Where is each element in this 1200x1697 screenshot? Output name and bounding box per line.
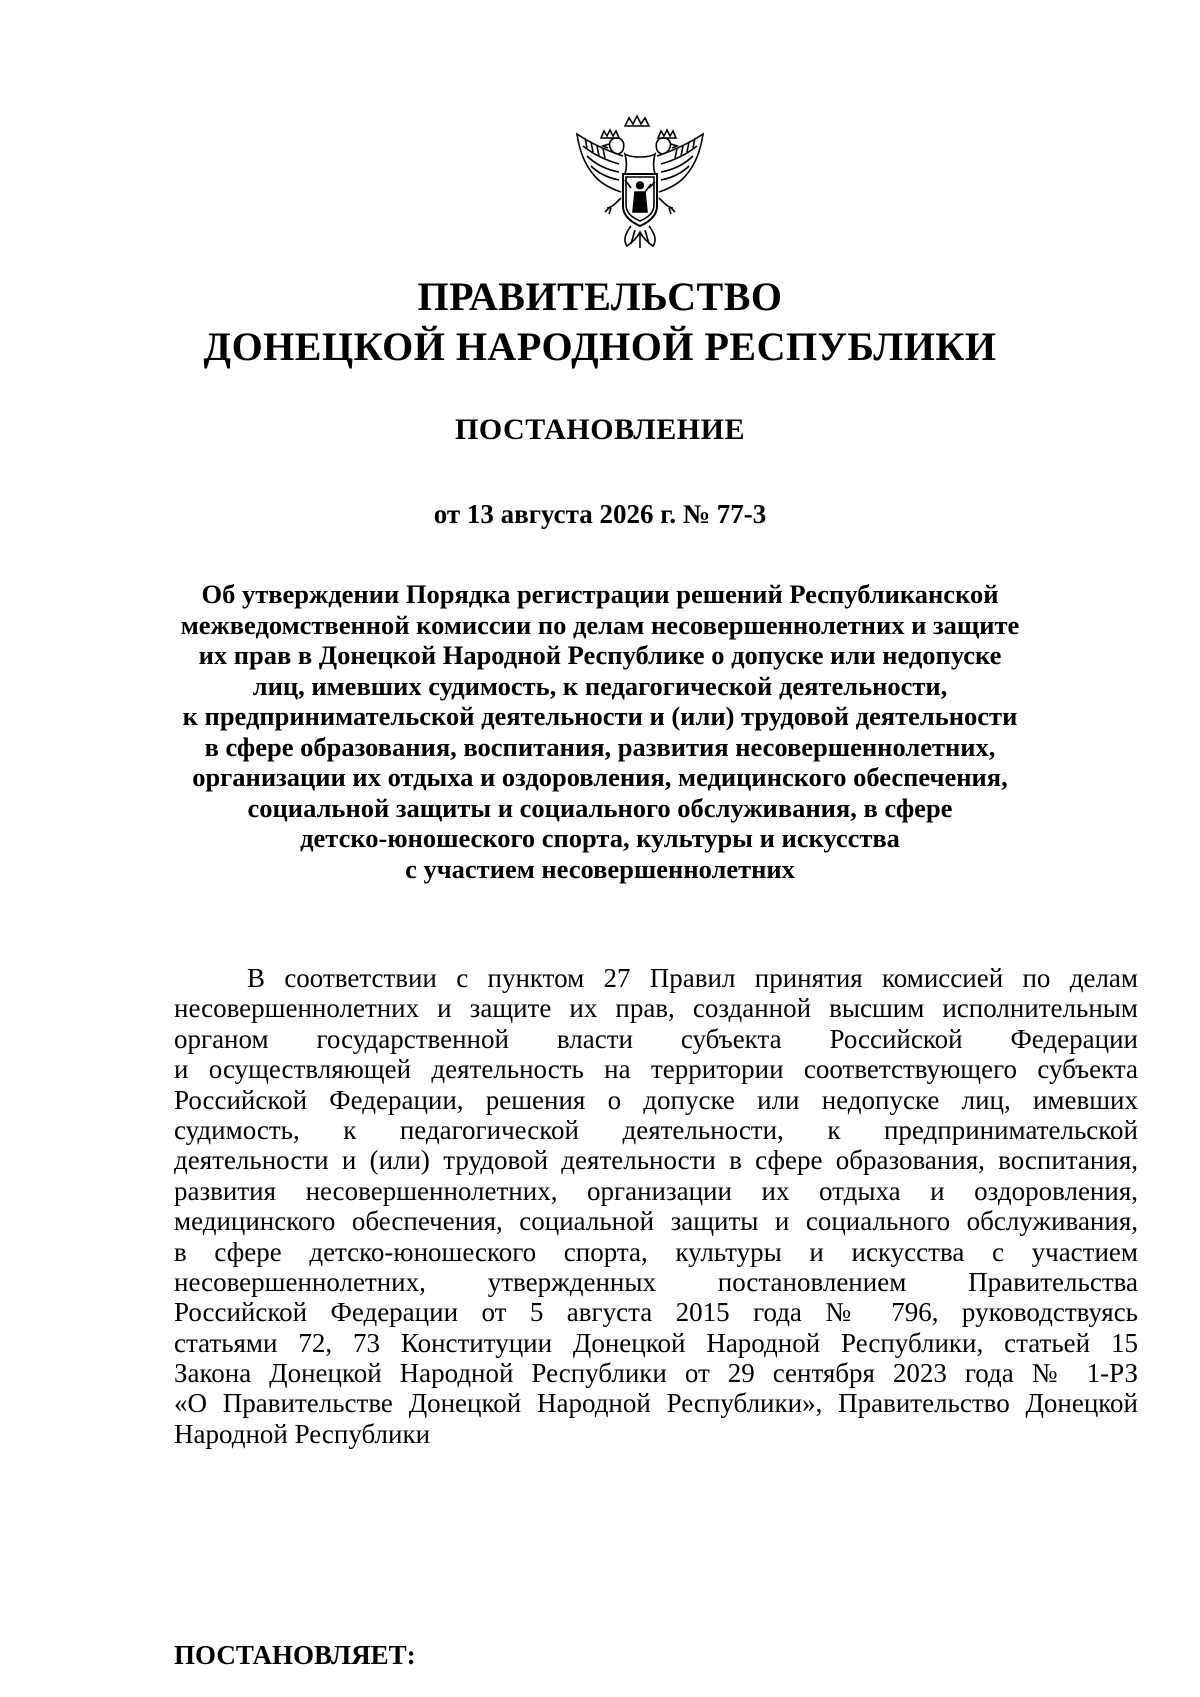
resolves-heading: ПОСТАНОВЛЯЕТ: — [174, 1640, 416, 1670]
preamble-line: В соответствии с пунктом 27 Правил принятия комиссией по делам — [247, 963, 1138, 993]
preamble-line: судимость, к педагогической деятельности, к предпринимательской — [174, 1114, 1138, 1145]
preamble-line: медицинского обеспечения, социальной защиты и социального обслуживания, — [174, 1206, 1138, 1237]
subject-line: межведомственной комиссии по делам несовершеннолетних и защите — [180, 609, 1020, 640]
subject-line: к предпринимательской деятельности и (или) трудовой деятельности — [182, 701, 1018, 731]
preamble-line: Народной Республики — [174, 1418, 431, 1449]
document-date-number: от 13 августа 2026 г. № 77-3 — [433, 499, 767, 529]
subject-line: в сфере образования, воспитания, развития несовершеннолетних, — [204, 731, 996, 762]
coat-of-arms-icon — [565, 112, 715, 262]
subject-line: Об утверждении Порядка регистрации решений Республиканской — [201, 579, 999, 609]
preamble-line: статьями 72, 73 Конституции Донецкой Народной Республики, статьей 15 — [174, 1327, 1138, 1358]
document-type: ПОСТАНОВЛЕНИЕ — [455, 413, 745, 446]
document-subject — [150, 579, 1050, 884]
preamble-line: Российской Федерации, решения о допуске или недопуске лиц, имевших — [174, 1084, 1138, 1115]
preamble-line: несовершеннолетних, утвержденных постановлением Правительства — [174, 1266, 1138, 1297]
preamble-paragraph — [174, 963, 1138, 1449]
preamble-line: «О Правительстве Донецкой Народной Республики», Правительство Донецкой — [174, 1388, 1138, 1419]
subject-line: детско-юношеского спорта, культуры и искусства — [300, 823, 900, 853]
preamble-line: Закона Донецкой Народной Республики от 29 сентября 2023 года № 1-РЗ — [174, 1358, 1138, 1389]
preamble-line: деятельности и (или) трудовой деятельности в сфере образования, воспитания, — [174, 1145, 1138, 1176]
organization-title-line-1: ПРАВИТЕЛЬСТВО — [417, 274, 783, 319]
preamble-line: несовершеннолетних и защите их прав, созданной высшим исполнительным — [174, 993, 1138, 1024]
subject-line: организации их отдыха и оздоровления, медицинского обеспечения, — [192, 762, 1008, 792]
subject-line: с участием несовершеннолетних — [405, 853, 795, 884]
subject-line: социальной защиты и социального обслуживания, в сфере — [247, 792, 953, 823]
organization-title-line-2: ДОНЕЦКОЙ НАРОДНОЙ РЕСПУБЛИКИ — [203, 324, 997, 369]
preamble-line: в сфере детско-юношеского спорта, культуры и искусства с участием — [174, 1236, 1138, 1267]
preamble-line: органом государственной власти субъекта Российской Федерации — [174, 1023, 1138, 1054]
preamble-line: развития несовершеннолетних, организации их отдыха и оздоровления, — [174, 1175, 1138, 1206]
subject-line: лиц, имевших судимость, к педагогической деятельности, — [252, 670, 948, 701]
preamble-line: и осуществляющей деятельность на территории соответствующего субъекта — [174, 1054, 1138, 1085]
subject-line: их прав в Донецкой Народной Республике о допуске или недопуске — [198, 640, 1002, 670]
preamble-line: Российской Федерации от 5 августа 2015 года № 796, руководствуясь — [174, 1297, 1138, 1328]
